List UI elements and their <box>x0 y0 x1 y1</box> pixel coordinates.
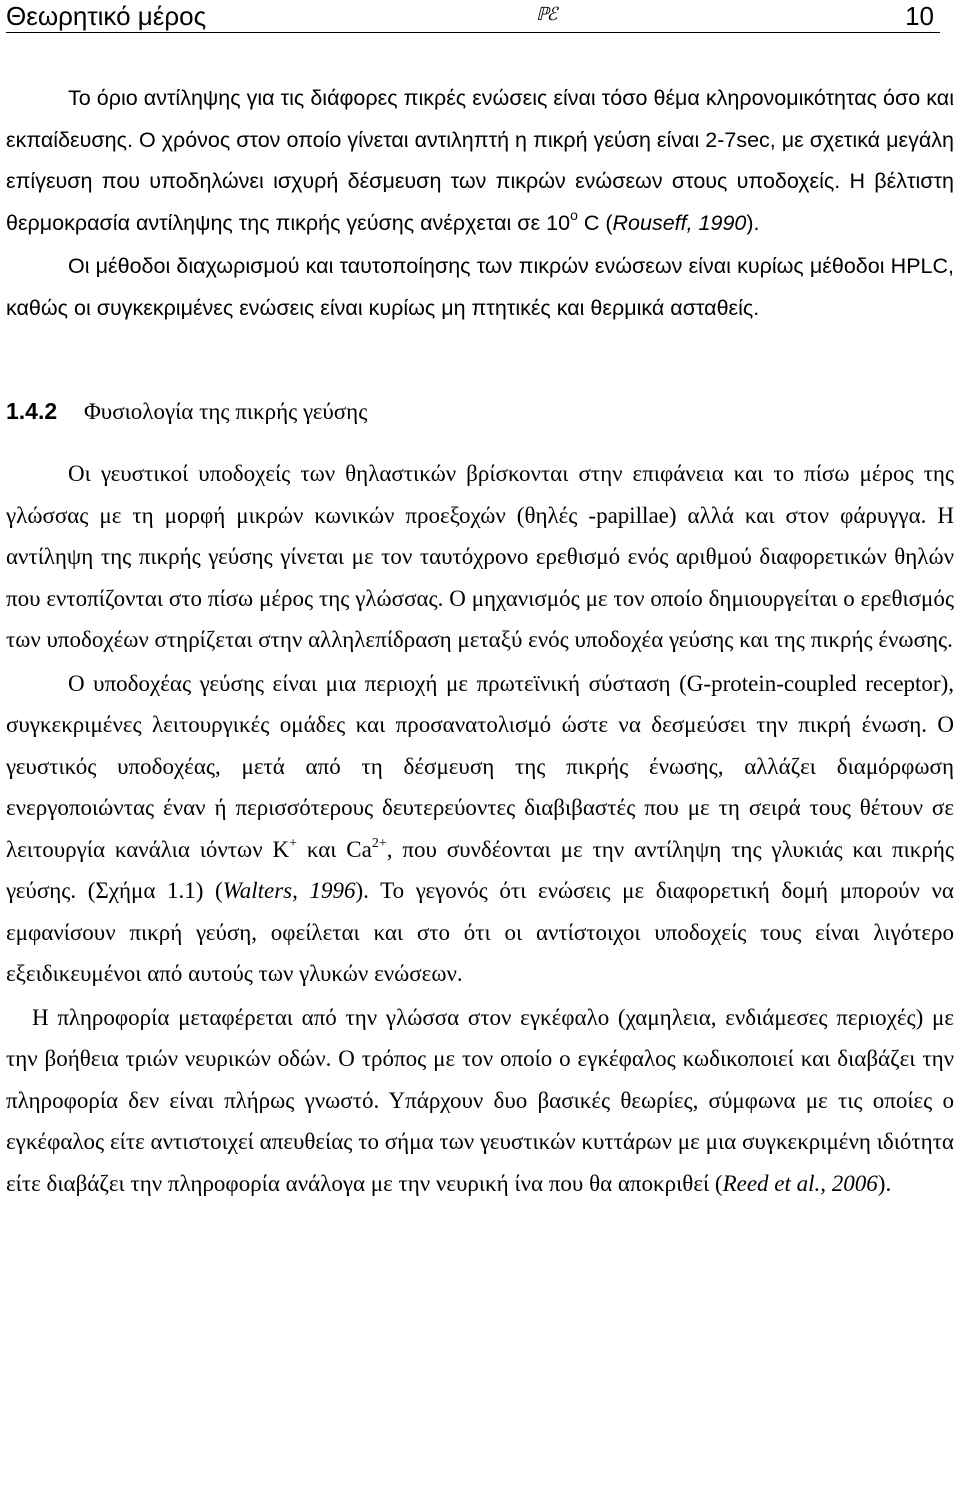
citation-reed: Reed et al., 2006 <box>722 1170 878 1196</box>
paragraph-taste-receptors: Οι γευστικοί υποδοχείς των θηλαστικών βρίσκονται στην επιφάνεια και το πίσω μέρος της γλώσσας με τη μορφή μικρών κωνικών προεξοχών (θηλές -papillae) αλλά και στον φάρυγγα. Η αντίληψη της πικρής γεύσης γίνεται με τον ταυτόχρονο ερεθισμό ενός αριθμού διαφορετικών θηλών που εντοπίζονται στο πίσω μέρος της γλώσσας. Ο μηχανισμός με τον οποίο δημιουργείται ο ερεθισμός των υποδοχέων στηρίζεται στην αλληλεπίδραση μεταξύ ενός υποδοχέα γεύσης και της πικρής ένωσης. <box>6 461 954 652</box>
potassium-charge: + <box>289 835 297 851</box>
header-title: Θεωρητικό μέρος <box>6 1 207 31</box>
decorative-glyph-icon: ℙℰ <box>536 4 556 24</box>
citation-walters: Walters, 1996 <box>222 878 356 903</box>
section-number: 1.4.2 <box>6 398 58 424</box>
p4-text: Ο υποδοχέας γεύσης είναι μια περιοχή με πρωτεϊνική σύσταση (G-protein-coupled receptor), συγκεκριμένες λειτουργικές ομάδες και προσανατολισμό ώστε να δεσμεύσει την πικρή ένωση. Ο γευστικός υποδοχέας, μετά από τη δέσμευση της πικρής ένωσης, αλλάζει διαμόρφωση ενεργοποιώντας έναν ή περισσότερους δευτερεύοντες διαβιβαστές που με τη σειρά τους θέτουν σε λειτουργία κανάλια ιόντων K <box>6 670 954 862</box>
page-number: 10 <box>905 1 934 31</box>
citation-rouseff: Rouseff, 1990 <box>612 210 747 235</box>
paragraph-bitter-threshold <box>6 78 954 244</box>
p5-text: Η πληροφορία μεταφέρεται από την γλώσσα στον εγκέφαλο (χαμηλεια, ενδιάμεσες περιοχές) με την βοήθεια τριών νευρικών οδών. Ο τρόπος με τον οποίο ο εγκέφαλος κωδικοποιεί και διαβάζει την πληροφορία δεν είναι πλήρως γνωστό. Υπάρχουν δυο βασικές θεωρίες, σύμφωνα με τις οποίες ο εγκέφαλος είτε αντιστοιχεί απευθείας το σήμα των γευστικών κυττάρων με μια συγκεκριμένη ιδιότητα είτε διαβάζει την πληροφορία ανάλογα με την νευρική ίνα που θα αποκριθεί ( <box>6 1004 954 1196</box>
p1-unit: C ( <box>577 210 613 235</box>
page-body <box>6 78 954 1204</box>
section-title: Φυσιολογία της πικρής γεύσης <box>84 399 368 424</box>
section-heading <box>6 391 954 432</box>
degree-superscript: ο <box>570 206 578 223</box>
p1-end: ). <box>746 210 760 235</box>
p1-text: Το όριο αντίληψης για τις διάφορες πικρές ενώσεις είναι τόσο θέμα κληρονομικότητας όσο και εκπαίδευσης. Ο χρόνος στον οποίο γίνεται αντιληπτή η πικρή γεύση είναι 2-7sec, με σχετικά μεγάλη επίγευση που υποδηλώνει ισχυρή δέσμευση των πικρών ενώσεων στους υποδοχείς. Η βέλτιστη θερμοκρασία αντίληψης της πικρής γεύσης ανέρχεται σε 10 <box>6 86 954 235</box>
p4-ca: και Ca <box>296 836 372 862</box>
paragraph-brain-coding <box>6 997 954 1205</box>
p4-mid: , που συνδέονται με την αντίληψη της γλυκιάς και πικρής γεύσης. (Σχήμα 1.1) ( <box>6 836 954 903</box>
paragraph-receptor-mechanism <box>6 663 954 995</box>
page-header <box>6 0 940 33</box>
p4-end: ). Το γεγονός ότι ενώσεις με διαφορετική δομή μπορούν να εμφανίσουν πικρή γεύση, οφείλεται και στο ότι οι αντίστοιχοι υποδοχείς τους είναι λιγότερο εξειδικευμένοι από αυτούς των γλυκών ενώσεων. <box>6 878 954 986</box>
calcium-charge: 2+ <box>371 835 387 851</box>
p5-end: ). <box>877 1170 892 1196</box>
paragraph-hplc-methods: Οι μέθοδοι διαχωρισμού και ταυτοποίησης των πικρών ενώσεων είναι κυρίως μέθοδοι HPLC, καθώς οι συγκεκριμένες ενώσεις είναι κυρίως μη πτητικές και θερμικά ασταθείς. <box>6 254 954 320</box>
